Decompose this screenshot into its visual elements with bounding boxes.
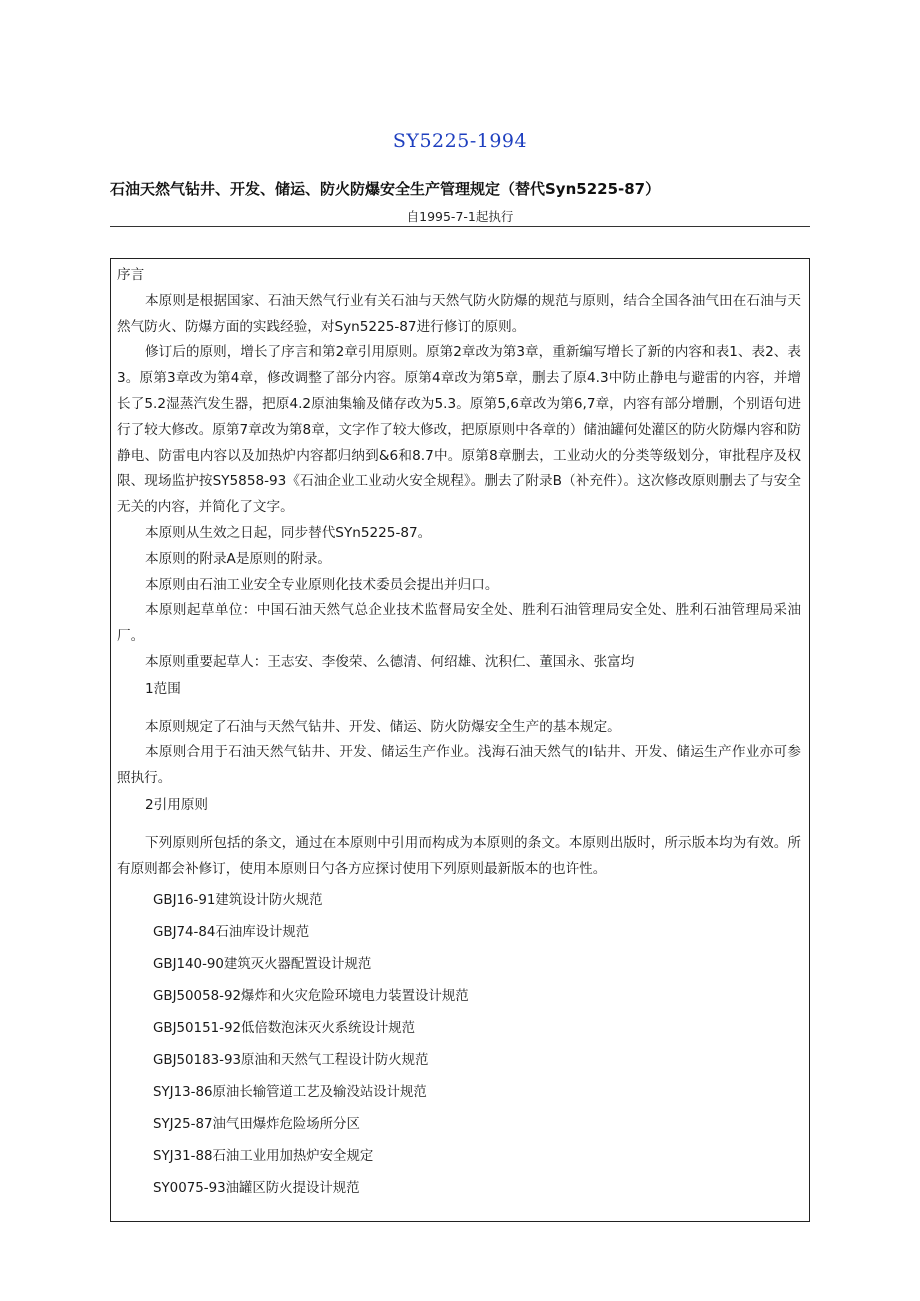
reference-item: GBJ16-91建筑设计防火规范 (153, 893, 323, 909)
reference-item: GBJ50151-92低倍数泡沫灭火系统设计规范 (153, 1021, 416, 1037)
reference-item: GBJ74-84石油库设计规范 (153, 925, 310, 941)
section-1-paragraph-1: 本原则规定了石油与天然气钻井、开发、储运、防火防爆安全生产的基本规定。 (145, 718, 621, 735)
preface-paragraph-4: 本原则的附录A是原则的附录。 (145, 550, 332, 567)
preface-paragraph-6: 本原则起草单位：中国石油天然气总企业技术监督局安全处、胜利石油管理局安全处、胜利石油管理局采油厂。 (117, 602, 801, 645)
section-2-heading: 2引用原则 (145, 796, 209, 813)
section-2-intro: 下列原则所包括的条文，通过在本原则中引用而构成为本原则的条文。本原则出版时，所示版本均为有效。所有原则都会补修订，使用本原则日勺各方应探讨使用下列原则最新版本的也许性。 (117, 834, 801, 877)
preface-paragraph-7: 本原则重要起草人：王志安、李俊荣、么德清、何绍雄、沈积仁、董国永、张富均 (145, 653, 635, 670)
section-1-heading: 1范围 (145, 680, 181, 697)
preface-paragraph-2: 修订后的原则，增长了序言和第2章引用原则。原第2章改为第3章，重新编写增长了新的内容和表1、表2、表3。原第3章改为第4章，修改调整了部分内容。原第4章改为第5章，删去了原4.3中防止静电与避雷的内容，并增长了5.2湿蒸汽发生器，把原4.2原油集输及储存改为5.3。原第5,6章改为第6,7章，内容有部分增删，个别语句进行了较大修改。原第7章改为第8章，文字作了较大修改，把原原则中各章的）储油罐何处灌区的防火防爆内容和防静电、防雷电内容以及加热炉内容都归纳到&6和8.7中。原第8章删去，工业动火的分类等级划分，审批程序及权限、现场监护按SY5858-93《石油企业工业动火安全规程》。删去了附录B（补充件）。这次修改原则删去了与安全无关的内容，并简化了文字。 (117, 344, 801, 516)
preface-paragraph-5: 本原则由石油工业安全专业原则化技术委员会提出并归口。 (145, 576, 499, 593)
reference-list (117, 886, 801, 1206)
standard-code: SY5225-1994 (392, 130, 528, 152)
section-1-paragraph-2: 本原则合用于石油天然气钻井、开发、储运生产作业。浅海石油天然气的I钻井、开发、储运生产作业亦可参照执行。 (117, 744, 801, 787)
preface-paragraph-1: 本原则是根据国家、石油天然气行业有关石油与天然气防火防爆的规范与原则，结合全国各油气田在石油与天然气防火、防爆方面的实践经验，对Syn5225-87进行修订的原则。 (117, 292, 801, 335)
reference-item: GBJ140-90建筑灭火器配置设计规范 (153, 957, 372, 973)
reference-item: SYJ31-88石油工业用加热炉安全规定 (153, 1149, 374, 1165)
preface-heading: 序言 (117, 267, 145, 283)
preface-paragraph-3: 本原则从生效之日起，同步替代SYn5225-87。 (145, 524, 432, 541)
content-box (110, 258, 810, 1222)
reference-item: GBJ50058-92爆炸和火灾危险环境电力装置设计规范 (153, 989, 469, 1005)
header-divider (110, 226, 810, 227)
document-title: 石油天然气钻井、开发、储运、防火防爆安全生产管理规定（替代Syn5225-87） (110, 180, 661, 198)
reference-item: SYJ13-86原油长输管道工艺及输没站设计规范 (153, 1085, 427, 1101)
reference-item: GBJ50183-93原油和天然气工程设计防火规范 (153, 1053, 429, 1069)
reference-item: SYJ25-87油气田爆炸危险场所分区 (153, 1117, 360, 1133)
reference-item: SY0075-93油罐区防火提设计规范 (153, 1181, 360, 1197)
effective-date: 自1995-7-1起执行 (406, 209, 514, 224)
